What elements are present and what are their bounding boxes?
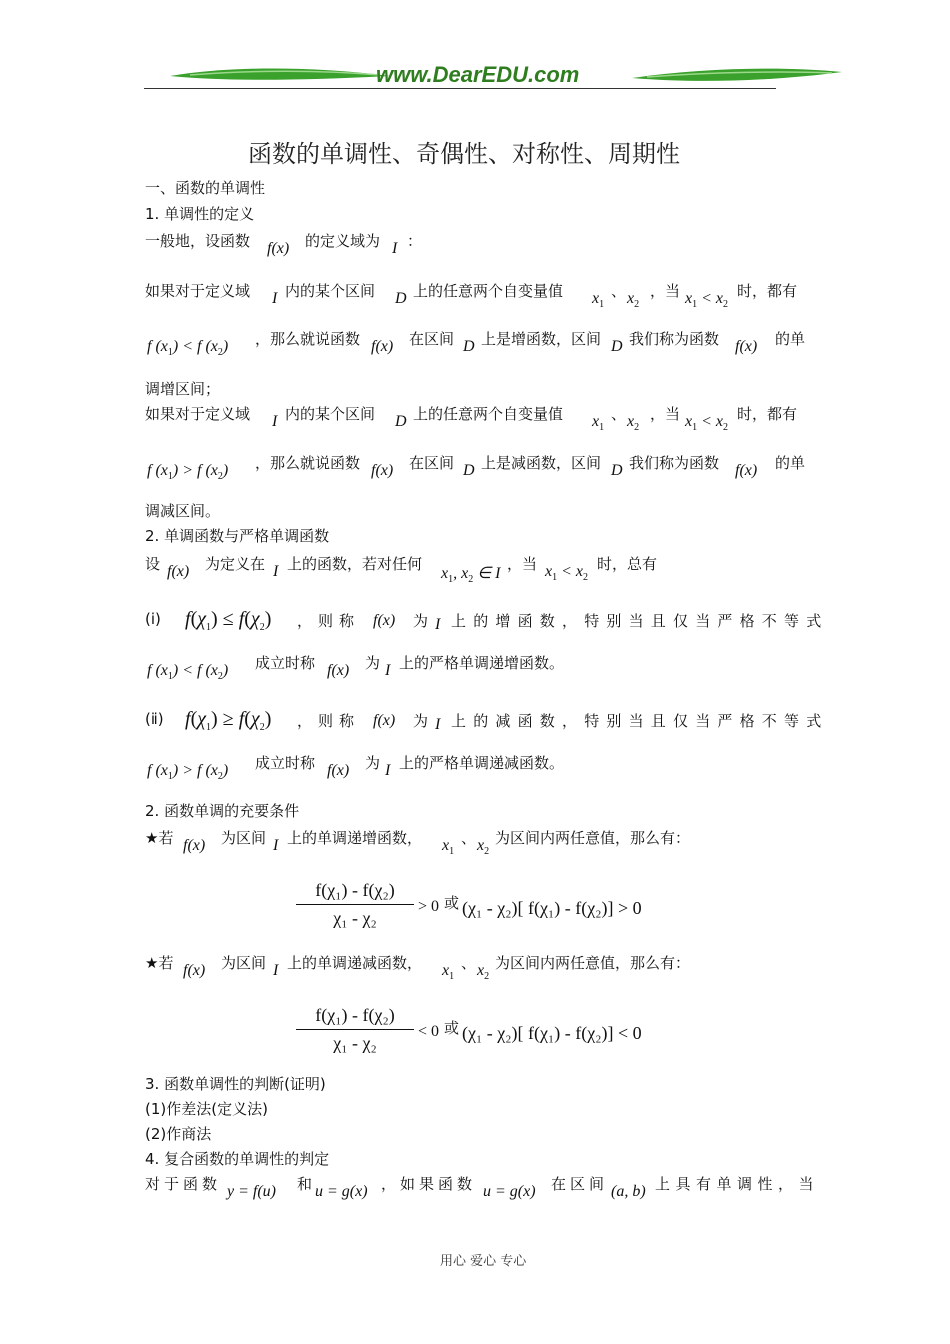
page-title: 函数的单调性、奇偶性、对称性、周期性 (248, 140, 680, 168)
subsection-heading: 1. 单调性的定义 (145, 205, 255, 223)
paragraph-line: 一般地，设函数 f(x) 的定义域为 I ： (145, 232, 423, 257)
list-item: (2)作商法 (145, 1125, 212, 1143)
subsection-heading: 2. 函数单调的充要条件 (145, 802, 300, 820)
paragraph-line: 调减区间。 (145, 502, 221, 520)
paragraph-line: 如果对于定义域 I 内的某个区间 D 上的任意两个自变量值 $x_1$ 、 $x_2$ ，当 $x_1 < x_2$ 时，都有 (145, 405, 798, 434)
subsection-heading: 3. 函数单调性的判断(证明) (145, 1075, 326, 1093)
subsection-heading: 4. 复合函数的单调性的判定 (145, 1150, 330, 1168)
formula-block: f(χ₁) - f(χ₂) χ₁ - χ₂ > 0 或 (χ₁ - χ₂)[ f(χ₁) - f(χ₂)] > 0 (296, 880, 716, 944)
subsection-heading: 2. 单调函数与严格单调函数 (145, 527, 330, 545)
paragraph-line: (ⅰ) $f(\chi_1) \le f(\chi_2)$ ，则称 f(x) 为 I 上的增函数，特别当且仅当严格不等式 (145, 608, 829, 633)
paragraph-line: (ⅱ) $f(\chi_1) \ge f(\chi_2)$ ，则称 f(x) 为 I 上的减函数，特别当且仅当严格不等式 (145, 708, 829, 733)
paragraph-line: f $(x_1) < f$ $(x_2)$ 成立时称 f(x) 为 I 上的严格单调递增函数。 (147, 654, 565, 683)
paragraph-line: 设 f(x) 为定义在 I 上的函数，若对任何 $x_1$, $x_2$ ∈ I ，当 $x_1 < x_2$ 时，总有 (145, 555, 658, 586)
paragraph-line: ★若 f(x) 为区间 I 上的单调递增函数， $x_1$ 、 $x_2$ 为区间内两任意值，那么有： (145, 829, 691, 858)
paragraph-line: ★若 f(x) 为区间 I 上的单调递减函数， $x_1$ 、 $x_2$ 为区间内两任意值，那么有： (145, 954, 691, 983)
leaf-swoosh-right-icon (632, 64, 842, 88)
header-logo (140, 58, 840, 94)
logo-text: www.DearEDU.com (376, 62, 580, 87)
header-rule (144, 88, 776, 89)
paragraph-line: f $(x_1) > f$ $(x_2)$ 成立时称 f(x) 为 I 上的严格单调递减函数。 (147, 754, 565, 783)
page-footer: 用心 爱心 专心 (440, 1254, 527, 1269)
paragraph-line: 调增区间； (145, 380, 221, 398)
leaf-swoosh-left-icon (170, 64, 390, 88)
formula-block: f(χ₁) - f(χ₂) χ₁ - χ₂ < 0 或 (χ₁ - χ₂)[ f(χ₁) - f(χ₂)] < 0 (296, 1005, 716, 1069)
paragraph-line: 如果对于定义域 I 内的某个区间 D 上的任意两个自变量值 $x_1$ 、 $x_2$ ，当 $x_1 < x_2$ 时，都有 (145, 282, 798, 311)
list-item: (1)作差法(定义法) (145, 1100, 268, 1118)
paragraph-line: 对于函数 y = f(u) 和 u = g(x) ，如果函数 u = g(x) 在区间 (a, b) 上具有单调性，当 (145, 1175, 820, 1200)
paragraph-line: f $(x_1) > f$ $(x_2)$ ，那么就说函数 f(x) 在区间 D 上是减函数，区间 D 我们称为函数 f(x) 的单 (147, 454, 806, 483)
section-heading: 一、函数的单调性 (145, 179, 266, 197)
paragraph-line: f $(x_1) < f$ $(x_2)$ ，那么就说函数 f(x) 在区间 D 上是增函数，区间 D 我们称为函数 f(x) 的单 (147, 330, 806, 359)
